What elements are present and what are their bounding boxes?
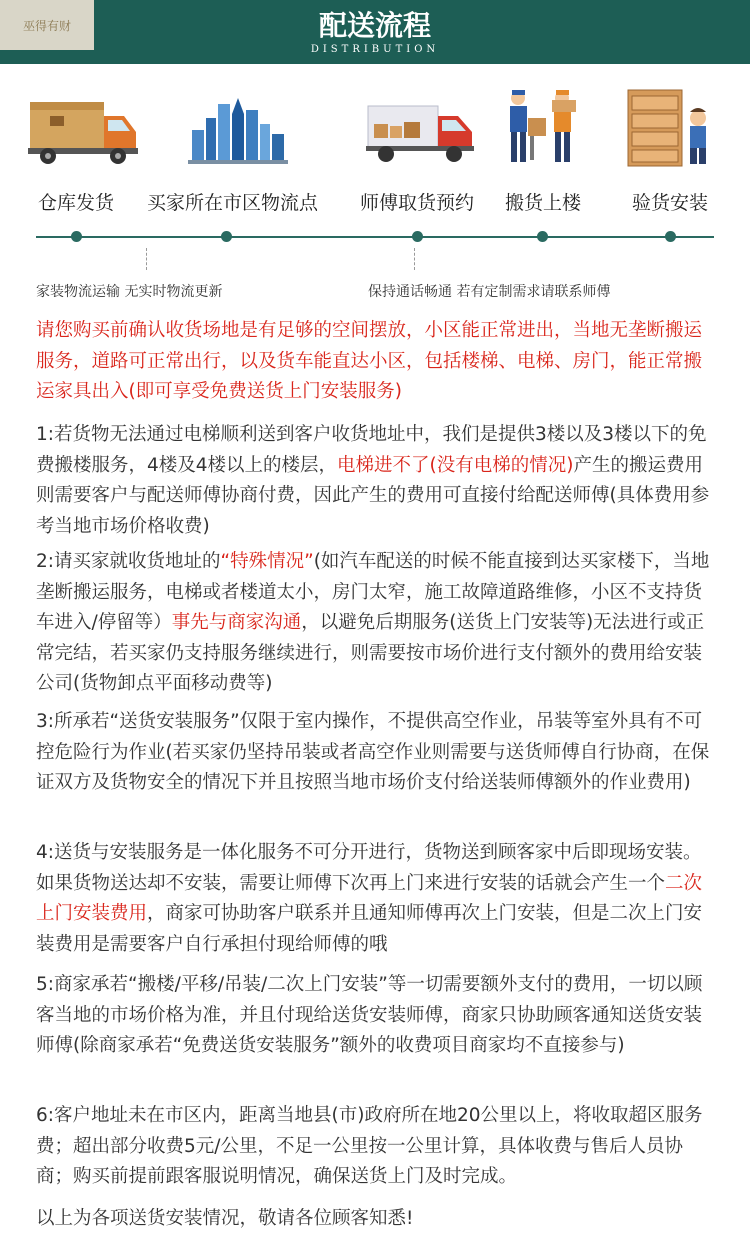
- rule-item-3: 3:所承若“送货安装服务”仅限于室内操作，不提供高空作业，吊装等室外具有不可控危险行为作业(若买家仍坚持吊装或者高空作业则需要与送货师傅自行协商，在保证双方及货物安全的情况下并且按照当地市场价支付给送装师傅额外的作业费用): [36, 711, 710, 793]
- rule-4-text-a: 4:送货与安装服务是一体化服务不可分开进行，货物送到顾客家中后即现场安装。如果货物送达却不安装，需要让师傅下次再上门来进行安装的话就会产生一个: [36, 842, 702, 894]
- timeline-dot: [665, 231, 676, 242]
- city-icon: [188, 96, 288, 166]
- step-label-install: 验货安装: [632, 192, 709, 214]
- timeline-dot: [221, 231, 232, 242]
- rule-item-1: [36, 420, 714, 542]
- rule-2-highlight-a: “特殊情况”: [220, 551, 314, 572]
- cabinet-icon: [624, 88, 716, 168]
- timeline-divider: [414, 248, 415, 270]
- movers-icon: [500, 88, 586, 168]
- note-logistics: 家装物流运输 无实时物流更新: [36, 284, 223, 300]
- rule-1-highlight: 电梯进不了(没有电梯的情况): [337, 454, 574, 476]
- rule-item-5: 5:商家承若“搬楼/平移/吊装/二次上门安装”等一切需要额外支付的费用，一切以顾客当地的市场价格为准，并且付现给送货安装师傅，商家只协助顾客通知送货安装师傅(除商家承若“免费送货安装服务”额外的收费项目商家均不直接参与): [36, 974, 703, 1056]
- rule-2-highlight-b: 事先与商家沟通: [171, 612, 302, 633]
- step-label-pickup: 师傅取货预约: [360, 192, 475, 214]
- rule-1-text-b: 产生的搬运费用则需要客户与配送师傅协商付费，因此产生的费用可直接付给配送师傅(具体费用参考当地市场价格收费): [36, 454, 710, 537]
- timeline-line: [36, 236, 714, 238]
- page-subtitle: DISTRIBUTION: [310, 44, 440, 55]
- step-label-city-depot: 买家所在市区物流点: [147, 192, 319, 214]
- rule-2-text-a: 2:请买家就收货地址的: [36, 551, 221, 572]
- truck-icon: [28, 98, 140, 168]
- rule-item-6: 6:客户地址未在市区内，距离当地县(市)政府所在地20公里以上，将收取超区服务费；超出部分收费5元/公里，不足一公里按一公里计算，具体收费与售后人员协商；购买前提前跟客服说明情况，确保送货上门及时完成。: [36, 1105, 703, 1187]
- rule-4-text-b: ，商家可协助客户联系并且通知师傅再次上门安装，但是二次上门安装费用是需要客户自行承担付现给师傅的哦: [36, 903, 703, 955]
- timeline-dot: [71, 231, 82, 242]
- timeline-divider: [146, 248, 147, 270]
- logo-text: 巫得有财: [22, 18, 71, 33]
- header-bar: [0, 0, 750, 64]
- rule-4-highlight: 二次上门安装费用: [36, 872, 703, 924]
- timeline-dot: [412, 231, 423, 242]
- rule-item-2: [36, 547, 714, 700]
- step-label-carry: 搬货上楼: [505, 192, 582, 214]
- rule-2-text-c: ，以避免后期服务(送货上门安装等)无法进行或正常完结，若买家仍支持服务继续进行，则需要按市场价进行支付额外的费用给安装公司(货物卸点平面移动费等): [36, 612, 705, 694]
- rule-2-text-b: (如汽车配送的时候不能直接到达买家楼下，当地垄断搬运服务，电梯或者楼道太小，房门太窄，施工故障道路维修，小区不支持货车进入/停留等）: [36, 551, 710, 633]
- intro-notice: 请您购买前确认收货场地是有足够的空间摆放，小区能正常进出，当地无垄断搬运服务，道路可正常出行，以及货车能直达小区，包括楼梯、电梯、房门，能正常搬运家具出入(即可享受免费送货上门安装服务): [36, 320, 703, 402]
- closing-note: 以上为各项送货安装情况，敬请各位顾客知悉!: [36, 1208, 414, 1229]
- loading-truck-icon: [366, 100, 478, 166]
- timeline-dot: [537, 231, 548, 242]
- rule-item-4: [36, 838, 714, 960]
- page-title: 配送流程: [318, 9, 431, 42]
- note-contact: 保持通话畅通 若有定制需求请联系师傅: [368, 284, 611, 300]
- rule-1-text-a: 1:若货物无法通过电梯顺利送到客户收货地址中，我们是提供3楼以及3楼以下的免费搬楼服务，4楼及4楼以上的楼层，: [36, 424, 707, 476]
- step-label-warehouse: 仓库发货: [38, 192, 115, 214]
